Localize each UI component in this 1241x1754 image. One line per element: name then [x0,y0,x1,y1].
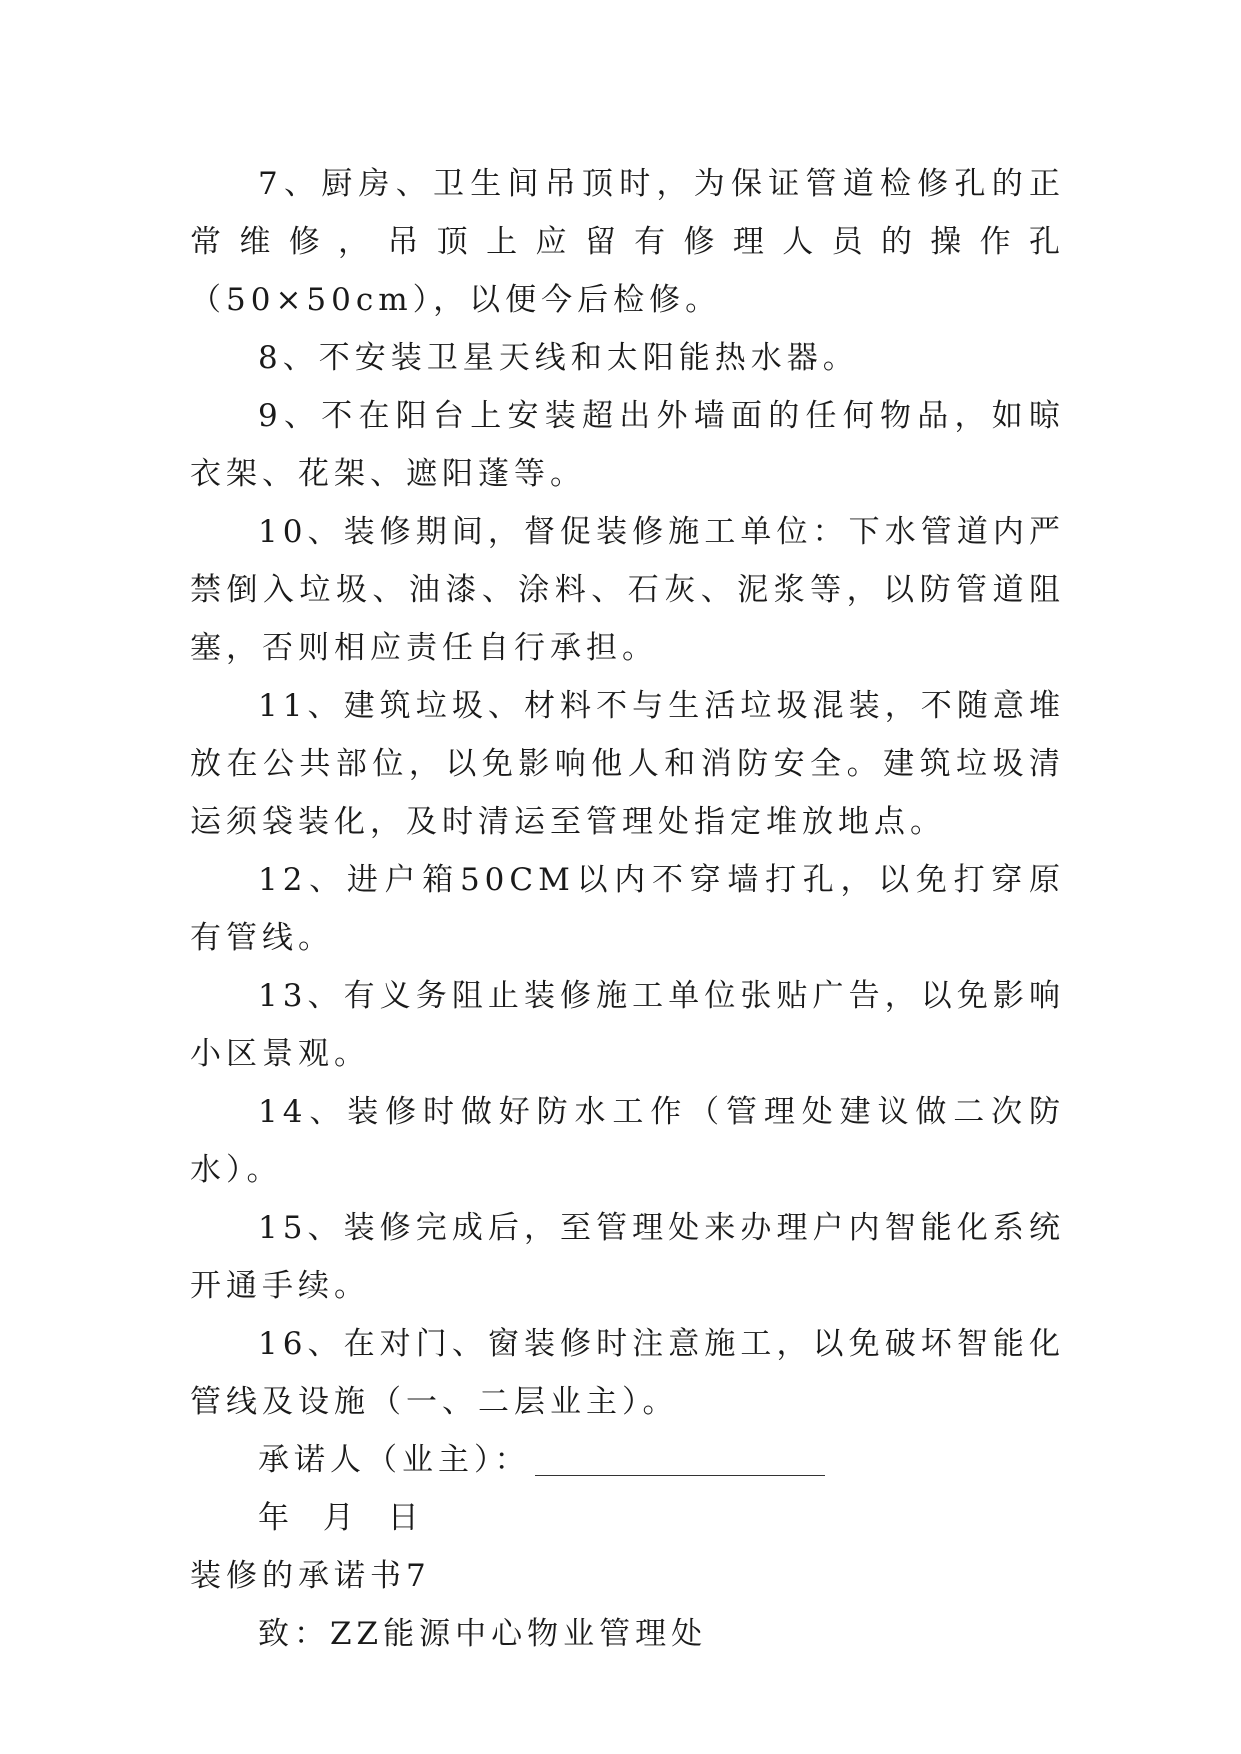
section-title: 装修的承诺书7 [190,1558,431,1594]
date-line: 年 月 日 [258,1500,424,1536]
addressee-line: 致：ZZ能源中心物业管理处 [258,1616,708,1652]
clause-14: 14、装修时做好防水工作（管理处建议做二次防水）。 [190,1094,1065,1188]
clause-13: 13、有义务阻止装修施工单位张贴广告，以免影响小区景观。 [190,978,1065,1072]
clause-16: 16、在对门、窗装修时注意施工，以免破坏智能化管线及设施（一、二层业主）。 [190,1326,1065,1420]
signature-row [190,1431,1065,1489]
signature-blank-line [535,1445,825,1476]
clause-12: 12、进户箱50CM以内不穿墙打孔，以免打穿原有管线。 [190,862,1065,956]
clause-10: 10、装修期间，督促装修施工单位：下水管道内严禁倒入垃圾、油漆、涂料、石灰、泥浆等，以防管道阻塞，否则相应责任自行承担。 [190,514,1065,666]
document-body [190,155,1065,1663]
clause-11: 11、建筑垃圾、材料不与生活垃圾混装，不随意堆放在公共部位，以免影响他人和消防安全。建筑垃圾清运须袋装化，及时清运至管理处指定堆放地点。 [190,688,1065,840]
signature-label: 承诺人（业主）： [258,1442,531,1478]
clause-15: 15、装修完成后，至管理处来办理户内智能化系统开通手续。 [190,1210,1065,1304]
clause-9: 9、不在阳台上安装超出外墙面的任何物品，如晾衣架、花架、遮阳蓬等。 [190,398,1065,492]
clause-7: 7、厨房、卫生间吊顶时，为保证管道检修孔的正常维修，吊顶上应留有修理人员的操作孔（50×50cm），以便今后检修。 [190,166,1065,318]
clause-8: 8、不安装卫星天线和太阳能热水器。 [258,340,859,376]
